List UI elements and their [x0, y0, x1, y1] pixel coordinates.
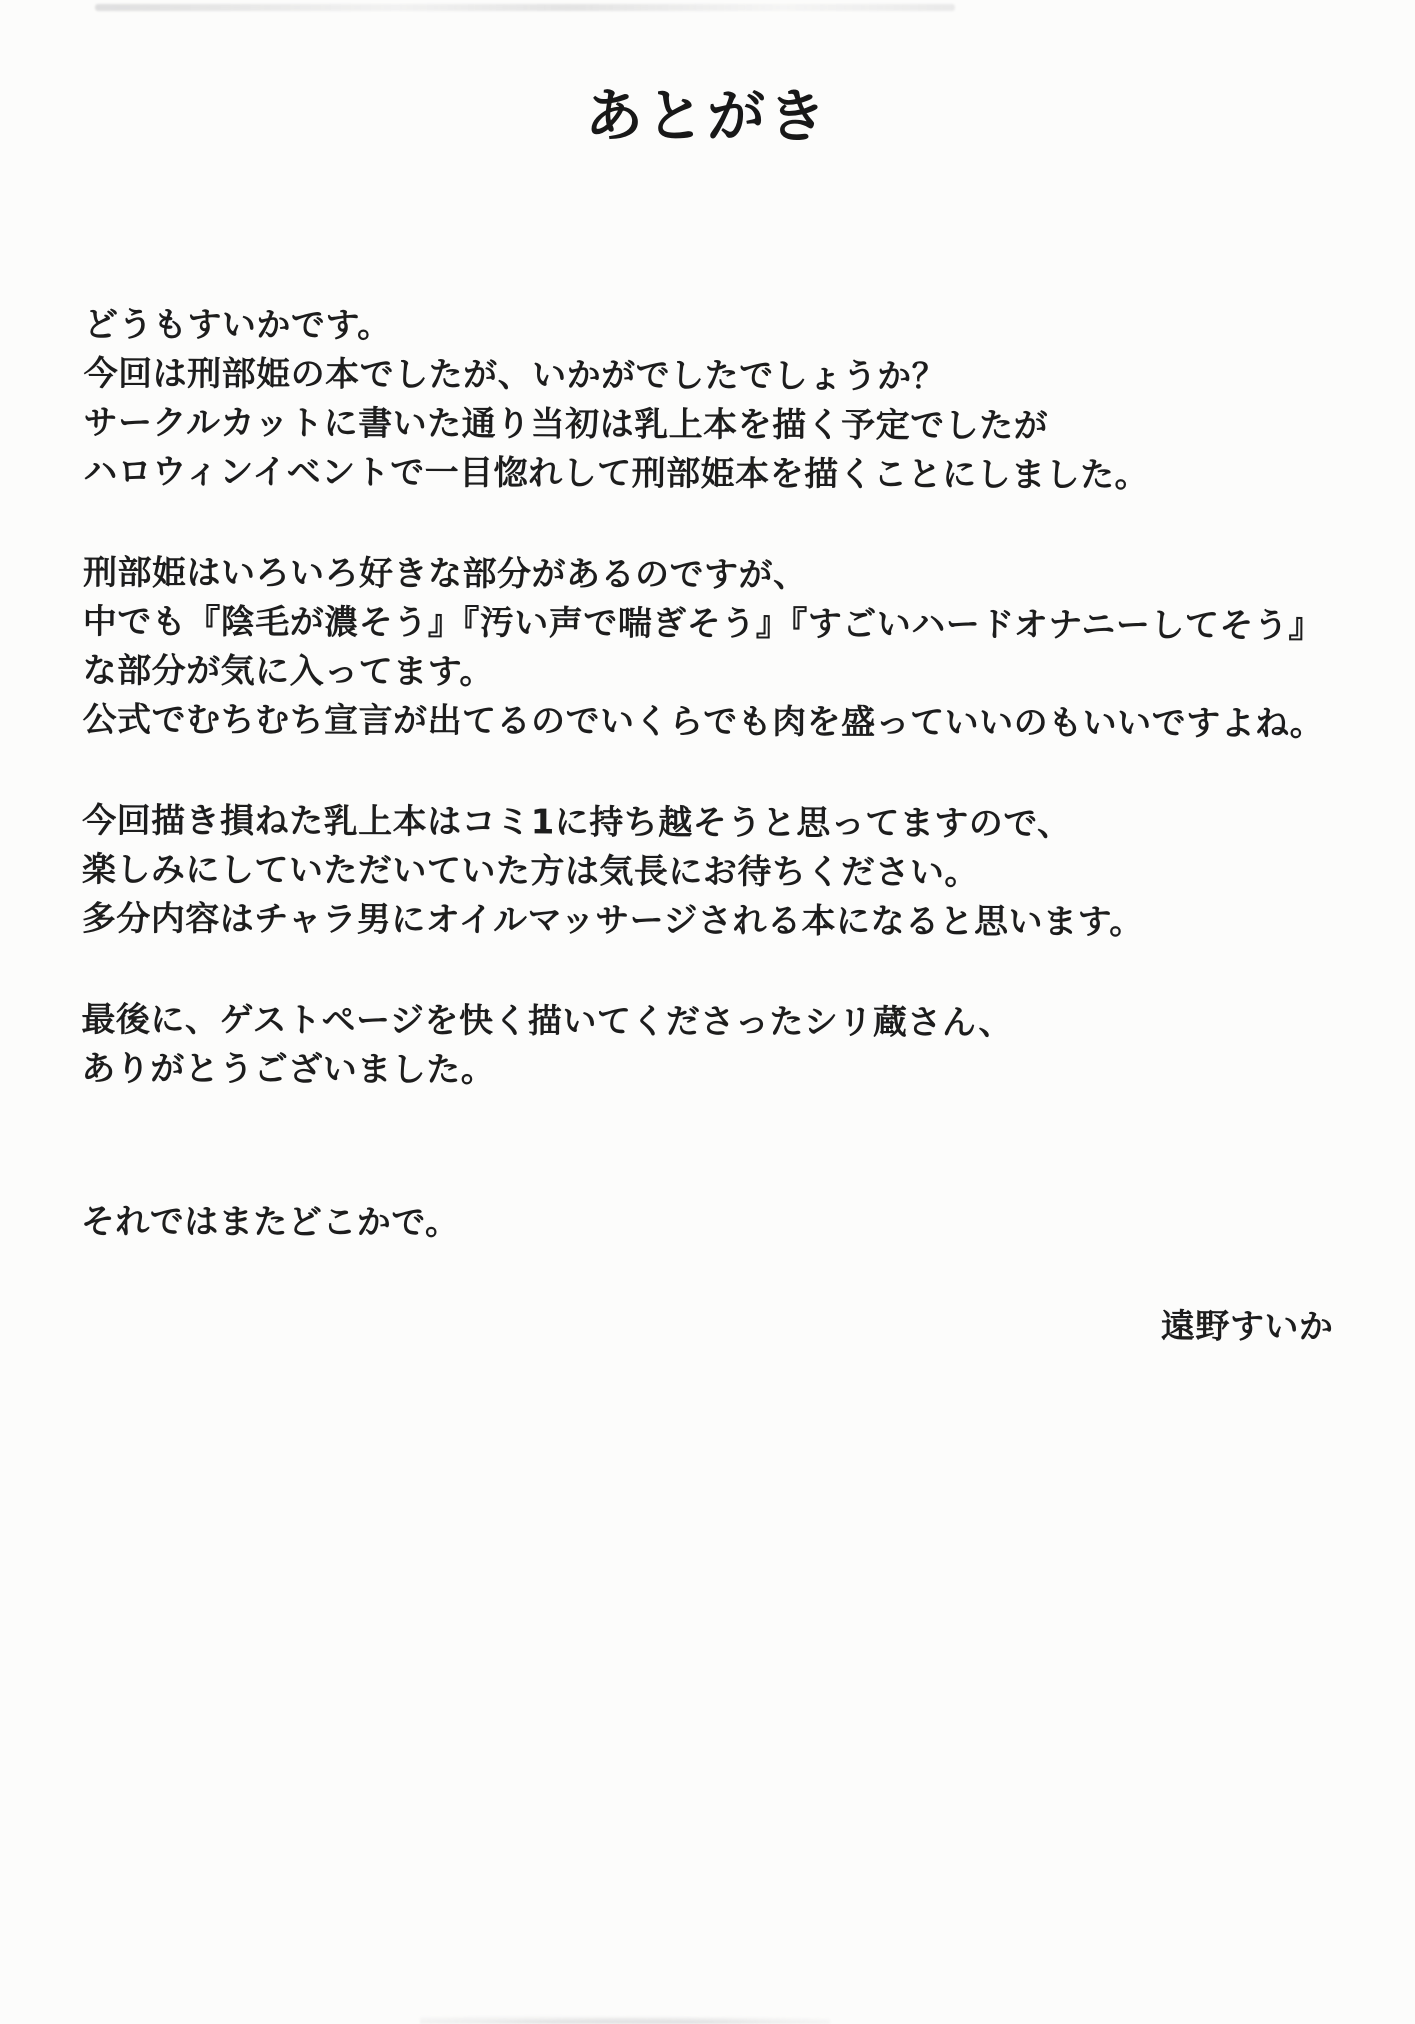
text-line: 中でも『陰毛が濃そう』『汚い声で喘ぎそう』『すごいハードオナニーしてそう』 — [82, 601, 1324, 647]
afterword-body — [80, 301, 1337, 1352]
paragraph-intro — [83, 301, 1337, 501]
text-line: 今回描き損ねた乳上本はコミ1に持ち越そうと思ってますので、 — [82, 800, 1072, 845]
text-line: 最後に、ゲストページを快く描いてくださったシリ蔵さん、 — [81, 999, 1014, 1044]
scan-artifact-bottom — [420, 2014, 830, 2024]
text-line: 公式でむちむち宣言が出てるのでいくらでも肉を盛っていいのもいいですよね。 — [82, 699, 1325, 745]
text-line: それではまたどこかで。 — [80, 1201, 460, 1244]
author-signature: 遠野すいか — [1160, 1306, 1334, 1348]
paragraph-farewell — [81, 1198, 1334, 1251]
text-line: ありがとうございました。 — [81, 1048, 496, 1091]
text-line: 多分内容はチャラ男にオイルマッサージされる本になると思います。 — [81, 898, 1144, 943]
text-line: ハロウィンイベントで一目惚れして刑部姫本を描くことにしました。 — [83, 451, 1150, 496]
paragraph-next-book — [82, 797, 1336, 948]
paragraph-thanks — [81, 996, 1334, 1098]
text-line: な部分が気に入ってます。 — [82, 650, 495, 693]
text-line: 今回は刑部姫の本でしたが、いかがでしたでしょうか？ — [83, 353, 947, 397]
text-line: どうもすいかです。 — [83, 304, 392, 346]
page-title: あとがき — [584, 81, 830, 151]
paragraph-character — [82, 549, 1336, 749]
text-line: 刑部姫はいろいろ好きな部分があるのですが、 — [82, 552, 808, 596]
text-line: サークルカットに書いた通り当初は乳上本を描く予定でしたが — [83, 402, 1049, 447]
text-line: 楽しみにしていただいていた方は気長にお待ちください。 — [81, 849, 980, 893]
